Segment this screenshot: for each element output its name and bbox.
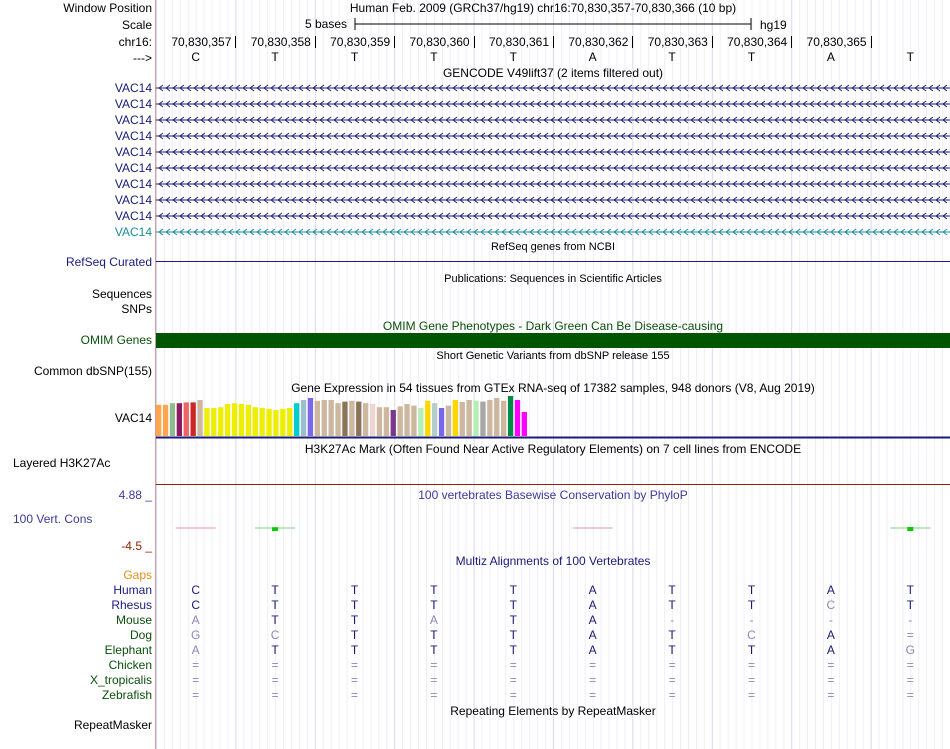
gtex-tissue-bar <box>163 405 168 436</box>
strand-label: ---> <box>133 51 152 65</box>
multiz-base: = <box>668 688 676 702</box>
gtex-tissue-bar <box>349 401 354 436</box>
gtex-tissue-bar <box>398 406 403 436</box>
multiz-base: = <box>589 673 597 687</box>
gtex-tissue-bar <box>191 402 196 436</box>
gtex-tissue-bar <box>253 407 258 436</box>
multiz-base: T <box>509 643 517 657</box>
multiz-species-label[interactable]: X_tropicalis <box>89 673 152 687</box>
gtex-tissue-bar <box>294 403 299 436</box>
multiz-base: C <box>747 628 756 642</box>
gencode-gene-label[interactable]: VAC14 <box>114 113 152 127</box>
coordinate-label: 70,830,358 <box>250 35 311 49</box>
multiz-base: = <box>668 673 676 687</box>
multiz-base: = <box>192 673 200 687</box>
multiz-base: = <box>509 673 517 687</box>
gencode-gene-label[interactable]: VAC14 <box>114 193 152 207</box>
gtex-tissue-bar <box>418 408 423 436</box>
multiz-base: = <box>509 688 517 702</box>
multiz-base: T <box>350 628 359 642</box>
gencode-gene-label[interactable]: VAC14 <box>114 225 152 239</box>
multiz-base: = <box>906 673 914 687</box>
multiz-base: T <box>509 583 517 597</box>
multiz-base: = <box>827 658 835 672</box>
gtex-tissue-bar <box>301 400 306 436</box>
multiz-base: - <box>828 613 833 627</box>
gtex-bars[interactable] <box>156 396 950 440</box>
refseq-label[interactable]: RefSeq Curated <box>65 255 152 269</box>
h3k27ac-line <box>156 484 950 485</box>
reference-base: T <box>271 50 279 64</box>
gtex-tissue-bar <box>287 408 292 436</box>
refseq-track-title[interactable]: RefSeq genes from NCBI <box>490 241 616 253</box>
coordinate-label: 70,830,359 <box>330 35 391 49</box>
multiz-base: T <box>271 598 279 612</box>
multiz-base: A <box>826 643 835 657</box>
gtex-tissue-bar <box>391 410 396 436</box>
omim-label[interactable]: OMIM Genes <box>80 333 152 347</box>
gtex-tissue-bar <box>384 407 389 436</box>
multiz-base: = <box>668 658 676 672</box>
coordinate-tick <box>553 36 554 48</box>
omim-bar[interactable] <box>156 333 950 348</box>
reference-base: T <box>350 50 359 64</box>
multiz-base: = <box>747 688 755 702</box>
multiz-base: T <box>509 598 517 612</box>
gtex-tissue-bar <box>425 401 430 436</box>
multiz-base: - <box>670 613 675 627</box>
multiz-base: A <box>588 583 597 597</box>
multiz-species-label[interactable]: Human <box>113 583 152 597</box>
multiz-base: T <box>668 628 676 642</box>
gtex-tissue-bar <box>377 407 382 436</box>
cons-min-label: -4.5 _ <box>121 539 152 553</box>
gtex-tissue-bar <box>177 403 182 436</box>
gtex-tissue-bar <box>280 409 285 436</box>
gaps-label: Gaps <box>123 568 152 582</box>
gtex-tissue-bar <box>204 408 209 436</box>
multiz-base: = <box>589 688 597 702</box>
multiz-base: = <box>350 673 358 687</box>
coordinate-label: 70,830,363 <box>647 35 708 49</box>
multiz-base: T <box>906 583 914 597</box>
cons-graph[interactable] <box>156 503 950 549</box>
gtex-tissue-bar <box>515 400 520 436</box>
coordinate-label: 70,830,360 <box>409 35 470 49</box>
gtex-tissue-bar <box>453 400 458 436</box>
multiz-base: = <box>827 688 835 702</box>
gtex-tissue-bar <box>322 400 327 436</box>
multiz-species-label[interactable]: Elephant <box>104 643 152 657</box>
gtex-tissue-bar <box>480 402 485 436</box>
multiz-base: = <box>906 658 914 672</box>
reference-base: A <box>588 50 597 64</box>
gtex-tissue-bar <box>404 404 409 436</box>
coordinate-tick <box>791 36 792 48</box>
multiz-base: C <box>191 598 201 612</box>
gtex-tissue-bar <box>184 402 189 436</box>
assembly-label: hg19 <box>760 18 787 32</box>
omim-track-title[interactable]: OMIM Gene Phenotypes - Dark Green Can Be Disease-causing <box>382 319 724 333</box>
gencode-track-title[interactable]: GENCODE V49lift37 (2 items filtered out) <box>442 66 664 80</box>
multiz-base: C <box>270 628 280 642</box>
gtex-tissue-bar <box>266 409 271 436</box>
gtex-tissue-bar <box>156 405 161 436</box>
snps-label[interactable]: SNPs <box>121 302 152 316</box>
gtex-tissue-bar <box>232 403 237 436</box>
gtex-tissue-bar <box>467 400 472 436</box>
publications-track-title[interactable]: Publications: Sequences in Scientific Articles <box>444 273 662 285</box>
dbsnp-label[interactable]: Common dbSNP(155) <box>33 364 152 378</box>
multiz-base: = <box>509 658 517 672</box>
window-position-label: Window Position <box>63 1 152 15</box>
multiz-base: = <box>430 673 438 687</box>
gtex-tissue-bar <box>246 405 251 436</box>
multiz-base: = <box>747 673 755 687</box>
gtex-tissue-bar <box>211 408 216 436</box>
multiz-base: T <box>271 643 279 657</box>
gencode-gene-label[interactable]: VAC14 <box>114 129 152 143</box>
gtex-tissue-bar <box>508 396 513 436</box>
gtex-label[interactable]: VAC14 <box>114 411 152 425</box>
multiz-base: = <box>350 658 358 672</box>
gtex-track-title[interactable]: Gene Expression in 54 tissues from GTEx RNA-seq of 17382 samples, 948 donors (V8, Aug 2019) <box>291 381 815 395</box>
multiz-base: C <box>191 583 201 597</box>
coordinate-label: 70,830,361 <box>488 35 549 49</box>
gencode-gene-label[interactable]: VAC14 <box>114 97 152 111</box>
gtex-tissue-bar <box>342 402 347 436</box>
scale-label: Scale <box>121 18 152 32</box>
cons-max-label: 4.88 _ <box>118 488 152 502</box>
reference-base: T <box>430 50 438 64</box>
multiz-base: A <box>588 628 597 642</box>
reference-base: C <box>191 50 201 64</box>
gtex-tissue-bar <box>225 404 230 436</box>
repeatmasker-label[interactable]: RepeatMasker <box>73 718 152 732</box>
gtex-tissue-bar <box>329 400 334 436</box>
multiz-base: C <box>826 598 836 612</box>
multiz-base: A <box>588 598 597 612</box>
gtex-tissue-bar <box>218 407 223 436</box>
gtex-tissue-bar <box>315 401 320 436</box>
gencode-gene-label[interactable]: VAC14 <box>114 81 152 95</box>
coordinate-tick <box>632 36 633 48</box>
multiz-base: = <box>906 628 914 642</box>
h3k27ac-track-title[interactable]: H3K27Ac Mark (Often Found Near Active Regulatory Elements) on 7 cell lines from ENCODE <box>304 442 802 456</box>
multiz-base: = <box>430 688 438 702</box>
gtex-tissue-bar <box>522 412 527 436</box>
multiz-base: T <box>747 583 756 597</box>
gtex-tissue-bar <box>411 406 416 436</box>
gtex-tissue-bar <box>473 401 478 436</box>
multiz-base: T <box>509 628 517 642</box>
gencode-track[interactable] <box>156 80 950 240</box>
multiz-base: A <box>191 613 200 627</box>
gtex-tissue-bar <box>335 403 340 436</box>
window-position-text: Human Feb. 2009 (GRCh37/hg19) chr16:70,830,357-70,830,366 (10 bp) <box>349 1 737 15</box>
multiz-base: G <box>905 643 915 657</box>
gtex-tissue-bar <box>260 408 265 436</box>
coordinate-label: 70,830,365 <box>806 35 867 49</box>
gtex-tissue-bar <box>370 404 375 436</box>
cons-label[interactable]: 100 Vert. Cons <box>13 512 93 526</box>
gtex-tissue-bar <box>501 401 506 436</box>
multiz-base: T <box>271 613 279 627</box>
multiz-track-title[interactable]: Multiz Alignments of 100 Vertebrates <box>455 554 651 568</box>
gtex-tissue-bar <box>460 402 465 436</box>
repeatmasker-track-title[interactable]: Repeating Elements by RepeatMasker <box>450 704 656 718</box>
multiz-base: T <box>747 598 756 612</box>
cons-score-bar <box>907 527 913 531</box>
scale-bar <box>354 17 754 31</box>
h3k27ac-label[interactable]: Layered H3K27Ac <box>13 456 111 470</box>
multiz-base: A <box>826 628 835 642</box>
coordinate-label: 70,830,364 <box>727 35 788 49</box>
multiz-base: T <box>350 583 359 597</box>
multiz-base: A <box>588 643 597 657</box>
gtex-tissue-bar <box>170 403 175 436</box>
coordinate-tick <box>315 36 316 48</box>
multiz-base: T <box>430 628 438 642</box>
gtex-tissue-bar <box>487 400 492 436</box>
gtex-tissue-bar <box>432 403 437 436</box>
coordinate-tick <box>871 36 872 48</box>
multiz-base: = <box>430 658 438 672</box>
multiz-base: = <box>271 688 279 702</box>
multiz-base: T <box>430 583 438 597</box>
multiz-base: T <box>350 613 359 627</box>
multiz-species-label[interactable]: Rhesus <box>111 598 152 612</box>
coordinate-tick <box>474 36 475 48</box>
reference-base: T <box>668 50 676 64</box>
multiz-base: T <box>350 643 359 657</box>
gtex-tissue-bar <box>273 410 278 436</box>
multiz-base: T <box>350 598 359 612</box>
multiz-base: A <box>588 613 597 627</box>
multiz-base: = <box>271 658 279 672</box>
coordinate-tick <box>712 36 713 48</box>
multiz-base: T <box>509 613 517 627</box>
reference-base: T <box>906 50 914 64</box>
multiz-species-label[interactable]: Dog <box>129 628 152 642</box>
multiz-base: = <box>747 658 755 672</box>
multiz-species-label[interactable]: Mouse <box>115 613 152 627</box>
cons-score-bar <box>272 527 278 531</box>
gtex-tissue-bar <box>446 406 451 436</box>
multiz-base: T <box>271 583 279 597</box>
chrom-label: chr16: <box>118 35 152 49</box>
multiz-base: T <box>668 598 676 612</box>
multiz-base: T <box>747 643 756 657</box>
multiz-base: A <box>191 643 200 657</box>
cons-track-title[interactable]: 100 vertebrates Basewise Conservation by PhyloP <box>418 488 688 502</box>
refseq-line <box>156 261 950 262</box>
multiz-base: - <box>749 613 754 627</box>
multiz-base: T <box>906 598 914 612</box>
scale-text: 5 bases <box>305 17 348 31</box>
dbsnp-track-title[interactable]: Short Genetic Variants from dbSNP release 155 <box>436 350 670 362</box>
multiz-base: - <box>908 613 913 627</box>
multiz-base: A <box>429 613 438 627</box>
multiz-species-label[interactable]: Chicken <box>108 658 152 672</box>
reference-base: T <box>747 50 756 64</box>
multiz-base: T <box>430 598 438 612</box>
multiz-base: = <box>271 673 279 687</box>
gencode-gene-label[interactable]: VAC14 <box>114 161 152 175</box>
gencode-gene-label[interactable]: VAC14 <box>114 209 152 223</box>
multiz-species-label[interactable]: Zebrafish <box>101 688 152 702</box>
multiz-base: = <box>192 688 200 702</box>
gtex-tissue-bar <box>356 402 361 436</box>
multiz-base: = <box>827 673 835 687</box>
multiz-base: T <box>668 643 676 657</box>
gtex-tissue-bar <box>363 403 368 436</box>
gtex-tissue-bar <box>239 404 244 436</box>
gtex-tissue-bar <box>494 398 499 436</box>
gencode-gene-label[interactable]: VAC14 <box>114 145 152 159</box>
coordinate-tick <box>235 36 236 48</box>
sequences-label[interactable]: Sequences <box>91 287 152 301</box>
multiz-base: = <box>192 658 200 672</box>
gencode-gene-label[interactable]: VAC14 <box>114 177 152 191</box>
multiz-base: A <box>826 583 835 597</box>
reference-base: T <box>509 50 517 64</box>
coordinate-tick <box>394 36 395 48</box>
coordinate-label: 70,830,362 <box>568 35 629 49</box>
gtex-tissue-bar <box>197 400 202 436</box>
reference-base: A <box>826 50 835 64</box>
multiz-base: = <box>906 688 914 702</box>
multiz-base: = <box>350 688 358 702</box>
coordinate-label: 70,830,357 <box>171 35 232 49</box>
gtex-tissue-bar <box>439 408 444 436</box>
gtex-tissue-bar <box>308 398 313 436</box>
multiz-base: G <box>191 628 201 642</box>
multiz-base: T <box>668 583 676 597</box>
multiz-base: T <box>430 643 438 657</box>
multiz-base: = <box>589 658 597 672</box>
